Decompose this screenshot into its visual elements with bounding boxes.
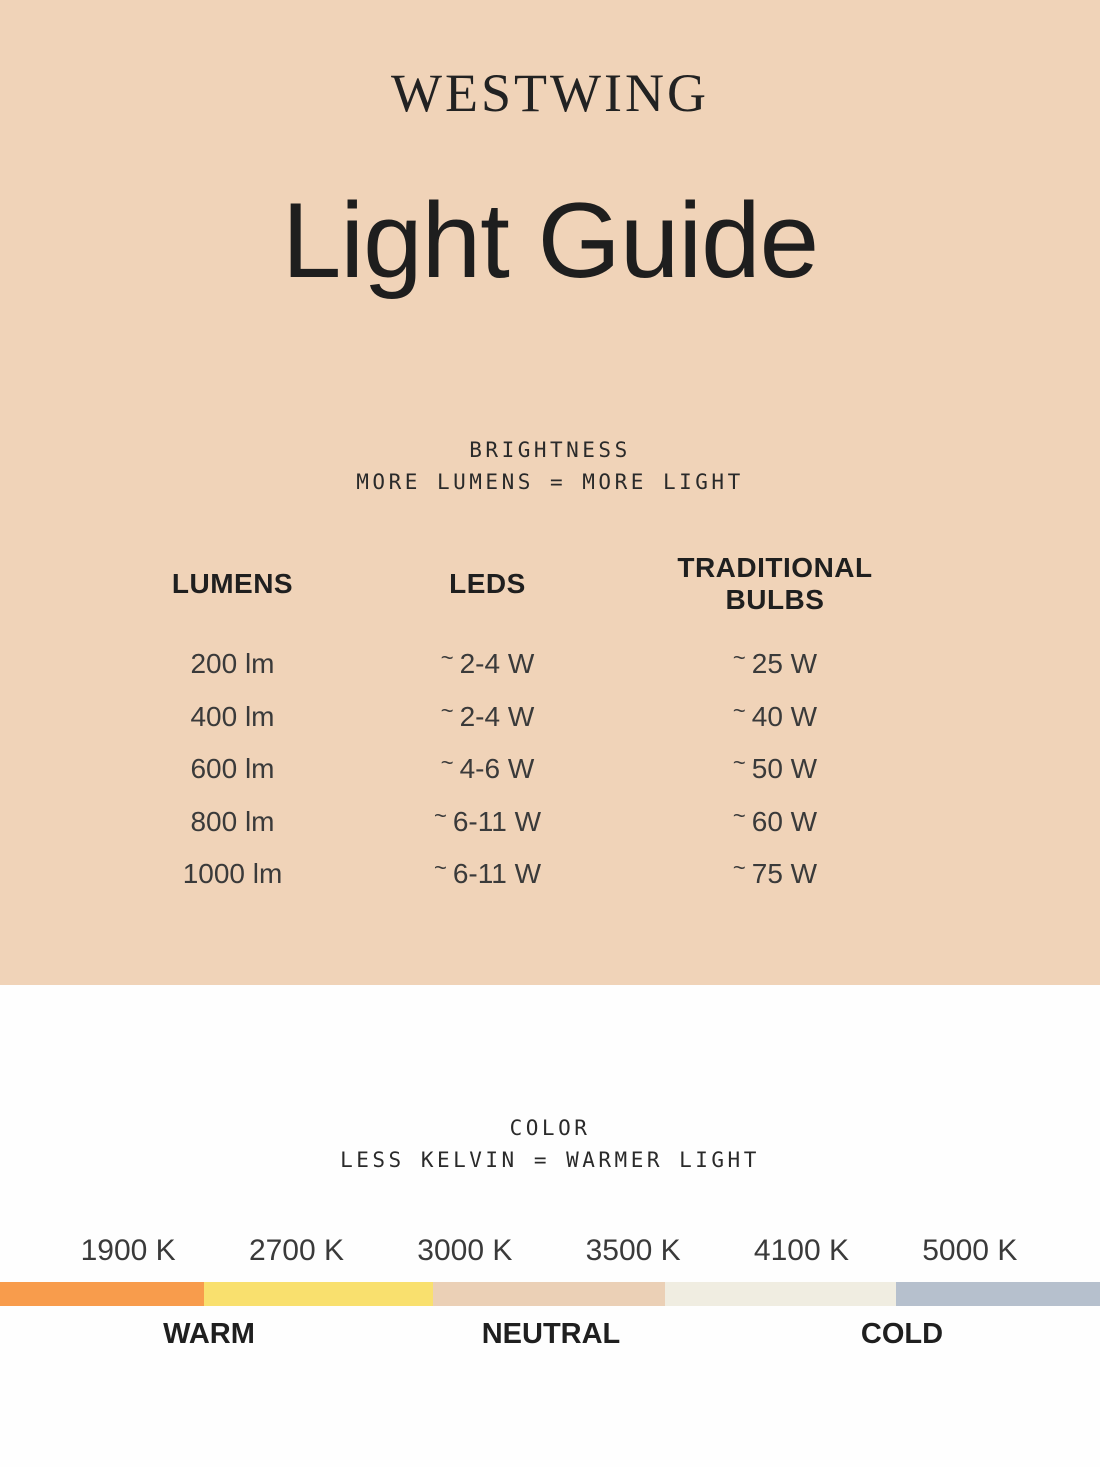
bulb-watts: 25 W [751,648,818,680]
table-row [120,796,920,849]
approx-tilde: ~ [433,855,447,881]
scale-segment-warm-yellow [204,1282,434,1306]
scale-segment-neutral-tan [433,1282,665,1306]
approx-tilde: ~ [732,750,746,776]
led-wattage-value [345,697,630,733]
approx-tilde: ~ [732,697,746,723]
table-row [120,691,920,744]
led-watts: 6-11 W [452,805,542,837]
brightness-subheading: MORE LUMENS = MORE LIGHT [356,470,744,494]
bulb-wattage-value [630,645,920,680]
approx-tilde: ~ [732,855,746,881]
approx-tilde: ~ [732,802,746,828]
table-row [120,638,920,691]
bulb-wattage-value [630,750,920,785]
bulb-wattage-value [630,802,920,838]
table-row [120,848,920,901]
led-watts: 2-4 W [459,700,535,732]
bulb-watts: 75 W [751,858,818,890]
kelvin-label: 2700 K [248,1234,345,1267]
page-title: Light Guide [281,180,819,300]
lumens-value: 1000 lm [182,858,283,890]
temperature-label-cold: COLD [860,1318,944,1350]
brightness-heading: BRIGHTNESS [469,438,631,462]
color-subheading: LESS KELVIN = WARMER LIGHT [340,1148,760,1172]
scale-segment-neutral-cream [665,1282,896,1306]
bulb-watts: 60 W [751,805,818,837]
scale-segment-cold-blue-gray [896,1282,1100,1306]
lumens-value: 400 lm [190,700,275,732]
led-wattage-value [345,750,630,785]
approx-tilde: ~ [440,645,454,671]
table-row [120,743,920,796]
led-wattage-value [345,855,630,890]
color-temperature-scale-bar [0,1282,1100,1306]
approx-tilde: ~ [440,697,454,723]
kelvin-label: 3500 K [585,1234,681,1267]
brand-logo: WESTWING [391,63,709,123]
column-header-traditional-bulbs: TRADITIONAL BULBS [677,552,873,615]
kelvin-label: 5000 K [922,1234,1018,1267]
approx-tilde: ~ [732,645,746,671]
scale-segment-warm-orange [0,1282,204,1306]
kelvin-label: 3000 K [417,1234,513,1267]
lumens-value: 200 lm [190,648,275,680]
lumens-value: 600 lm [190,753,275,785]
bulb-watts: 40 W [751,700,818,732]
column-header-leds: LEDS [449,568,526,599]
lumens-value: 800 lm [190,805,275,837]
temperature-label-warm: WARM [163,1318,255,1350]
led-watts: 6-11 W [452,858,542,890]
led-watts: 2-4 W [459,648,535,680]
color-heading: COLOR [509,1116,591,1140]
lumens-conversion-table [120,552,920,901]
bulb-wattage-value [630,855,920,890]
approx-tilde: ~ [440,750,454,776]
column-header-lumens: LUMENS [171,568,294,599]
bulb-wattage-value [630,697,920,733]
temperature-label-neutral: NEUTRAL [481,1318,621,1350]
led-wattage-value [345,645,630,680]
table-header-row [120,552,920,616]
kelvin-scale-labels [44,1234,1054,1268]
led-wattage-value [345,802,630,838]
approx-tilde: ~ [433,802,447,828]
led-watts: 4-6 W [459,753,535,785]
kelvin-label: 4100 K [753,1234,850,1267]
kelvin-label: 1900 K [80,1234,176,1267]
bulb-watts: 50 W [751,753,818,785]
